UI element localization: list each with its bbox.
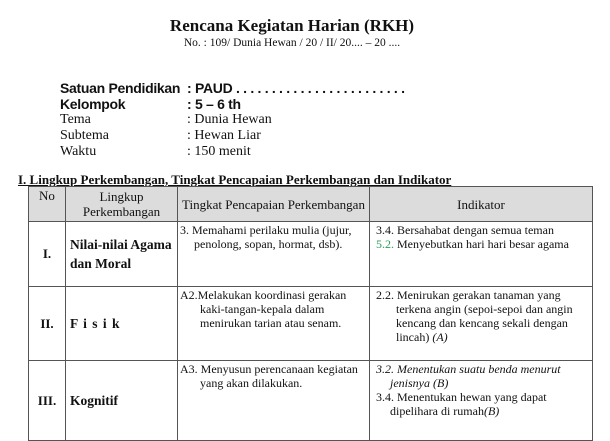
indicator-code: (B) (433, 376, 449, 390)
row-tingkat: 3. Memahami perilaku mulia (jujur, penolong, sopan, hormat, dsb). (178, 222, 370, 287)
info-label: Satuan Pendidikan (60, 80, 181, 96)
row-indikator (370, 222, 593, 287)
row-no: I. (29, 222, 66, 287)
row-tingkat: A3. Menyusun perencanaan kegiatan yang akan dilakukan. (178, 361, 370, 441)
indicator-code: (B) (483, 404, 500, 418)
header-lingkup: Lingkup Perkembangan (66, 187, 178, 222)
header-tingkat: Tingkat Pencapaian Perkembangan (178, 187, 370, 222)
info-label: Waktu (60, 144, 97, 159)
info-label: Kelompok (60, 96, 126, 112)
table-row (29, 287, 593, 361)
header-indikator: Indikator (370, 187, 593, 222)
indicator-text: Menentukan hewan yang dapat dipelihara di rumah (390, 390, 547, 418)
indicator-number: 3.2. (376, 362, 394, 376)
indicator-number: 3.4. (376, 390, 394, 404)
indicator-text: Bersahabat dengan semua teman (397, 223, 554, 237)
header-no: No (29, 187, 66, 222)
development-table (28, 186, 593, 441)
info-value: : 150 menit (187, 144, 251, 159)
row-lingkup: Kognitif (66, 361, 178, 441)
info-label: Tema (60, 112, 91, 127)
table-header (29, 187, 593, 222)
row-no: II. (29, 287, 66, 361)
document-number: No. : 109/ Dunia Hewan / 20 / II/ 20.... – 20 .... (183, 37, 401, 49)
indicator-text: Menyebutkan hari hari besar agama (397, 237, 569, 251)
indicator-item (374, 390, 588, 418)
table-row (29, 361, 593, 441)
indicator-item (374, 288, 588, 344)
indicator-text: Menentukan suatu benda menurut jenisnya (390, 362, 561, 390)
row-lingkup: Nilai-nilai Agama dan Moral (66, 222, 178, 287)
info-value: : Hewan Liar (187, 128, 261, 143)
row-no: III. (29, 361, 66, 441)
document-title: Rencana Kegiatan Harian (RKH) (169, 16, 415, 35)
indicator-number: 2.2. (376, 288, 394, 302)
indicator-item (374, 237, 588, 251)
info-value: : PAUD . . . . . . . . . . . . . . . . . . . . . . . . (187, 80, 405, 96)
info-label: Subtema (60, 128, 109, 143)
indicator-number: 5.2. (376, 237, 394, 251)
table-row (29, 222, 593, 287)
row-tingkat: A2.Melakukan koordinasi gerakan kaki-tangan-kepala dalam menirukan tarian atau senam. (178, 287, 370, 361)
row-indikator (370, 361, 593, 441)
row-indikator (370, 287, 593, 361)
indicator-item (374, 223, 588, 237)
section-title: I. Lingkup Perkembangan, Tingkat Pencapaian Perkembangan dan Indikator (18, 172, 452, 187)
info-value: : 5 – 6 th (187, 96, 241, 112)
indicator-text: Menirukan gerakan tanaman yang terkena angin (sepoi-sepoi dan angin kencang dan kencang sekali dengan lincah) (396, 288, 573, 344)
indicator-number: 3.4. (376, 223, 394, 237)
indicator-item (374, 362, 588, 390)
row-lingkup: F i s i k (66, 287, 178, 361)
info-value: : Dunia Hewan (187, 112, 272, 127)
indicator-code: (A) (432, 330, 448, 344)
